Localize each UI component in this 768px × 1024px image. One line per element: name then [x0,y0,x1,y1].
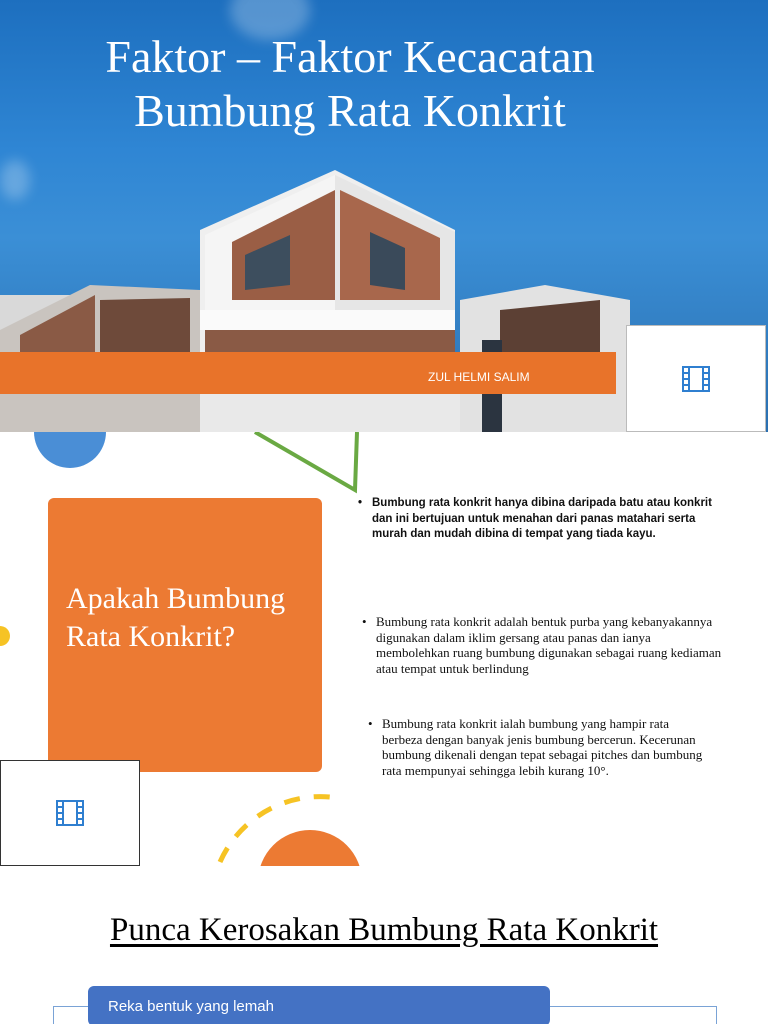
video-placeholder[interactable] [626,325,766,432]
bullet-dot: • [368,716,373,731]
bullet-item [358,496,712,543]
definition-slide [0,432,768,866]
causes-slide [0,866,768,1024]
card-title: Apakah Bumbung Rata Konkrit? [66,582,286,653]
film-icon [682,366,710,392]
bullet-dot: • [358,497,363,509]
author-name: ZUL HELMI SALIM [428,370,530,384]
slide-title-line1: Faktor – Faktor Kecacatan [105,31,595,82]
film-icon [56,800,84,826]
video-placeholder[interactable] [0,760,140,866]
bullet-item [362,614,726,676]
bullet-dot: • [362,614,367,629]
slide-title: Punca Kerosakan Bumbung Rata Konkrit [109,912,659,948]
bullet-text: Bumbung rata konkrit adalah bentuk purba yang kebanyakannya digunakan dalam iklim gersang atau panas dan ianya membolehkan ruang bumbung digunakan sebagai ruang kediaman atau tempat untuk berlindung [376,614,722,676]
slide-title-line2: Bumbung Rata Konkrit [134,85,566,136]
bullet-item [368,716,712,778]
title-slide [0,0,768,432]
bullet-text: Bumbung rata konkrit ialah bumbung yang hampir rata berbeza dengan banyak jenis bumbung bercerun. Kecerunan bumbung dikenali dengan tepat sebagai pitches dan bumbung rata mempunyai sehingga lebih kurang 10°. [382,716,703,778]
bullet-text: Bumbung rata konkrit hanya dibina daripada batu atau konkrit dan ini bertujuan untuk menahan dari panas matahari serta murah dan mudah dibina di tempat yang tiada kayu. [372,497,712,540]
slide-title [0,30,700,138]
list-item-label: Reka bentuk yang lemah [108,998,274,1015]
